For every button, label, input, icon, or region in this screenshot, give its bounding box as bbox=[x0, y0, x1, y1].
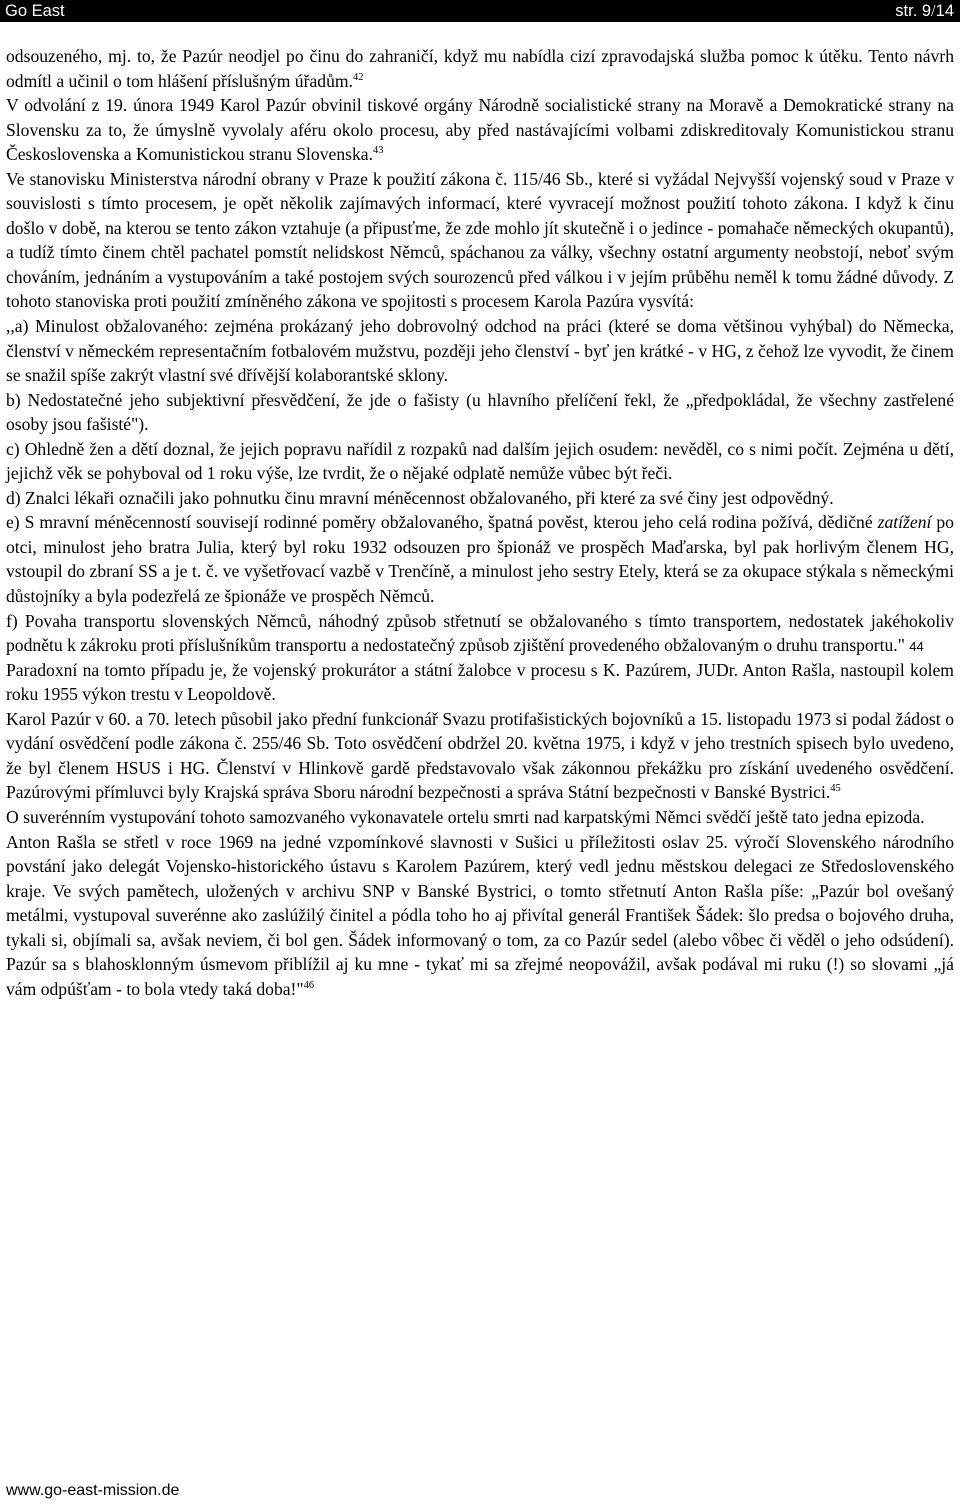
footer-url: www.go-east-mission.de bbox=[6, 1482, 180, 1499]
page-number-total: 14 bbox=[935, 2, 954, 20]
footnote-ref-44: 44 bbox=[909, 639, 924, 655]
quote-item-a: ,,a) Minulost obžalovaného: zejména prokázaný jeho dobrovolný odchod na práci (které se doma většinou vyhýbal) do Německa, členství v německém representačním fotbalovém mužstvu, později jeho členství - byť jen krátké - v HG, z čehož lze vyvodit, že činem se snažil spíše zakrýt vlastní své dřívější kolaborantské sklony. bbox=[6, 316, 954, 386]
footnote-ref-43: 43 bbox=[373, 145, 384, 157]
page-number-separator: / bbox=[931, 1, 936, 20]
paragraph-4: Paradoxní na tomto případu je, že vojenský prokurátor a státní žalobce v procesu s K. Pazúrem, JUDr. Anton Rašla, nastoupil kolem roku 1955 výkon trestu v Leopoldově. bbox=[6, 659, 954, 705]
page-number bbox=[895, 0, 954, 22]
footnote-ref-42: 42 bbox=[352, 71, 364, 83]
quote-item-e: e) S mravní méněcenností souvisejí rodinné poměry obžalovaného, špatná pověst, kterou jeho celá rodina požívá, dědičné zatížení po otci, minulost jeho bratra Julia, který byl roku 1932 odsouzen pro špionáž ve prospěch Maďarska, byl pak horlivým členem HG, vstoupil do zbraní SS a je t. č. ve vyšetřovací vazbě v Trenčíně, a minulost jeho sestry Etely, která se za okupace stýkala s německými důstojníky a byla podezřelá ze špionáže ve prospěch Němců. bbox=[6, 512, 954, 607]
quote-item-b: b) Nedostatečné jeho subjektivní přesvědčení, že jde o fašisty (u hlavního přelíčení řekl, že „předpokládal, že všechny zastřelené osoby jsou fašisté"). bbox=[6, 389, 954, 435]
paragraph-3: Ve stanovisku Ministerstva národní obrany v Praze k použití zákona č. 115/46 Sb., které si vyžádal Nejvyšší vojenský soud v Praze v souvislosti s tímto procesem, je opět několik zajímavých informací, které vyvracejí možnost použití tohoto zákona. I když k činu došlo v době, na kterou se tento zákon vztahuje (a připusťme, že zde mohlo jít skutečně i o jedince - pomahače německých okupantů), a tudíž tímto činem chtěl pachatel pomstít nelidskost Němců, spáchanou za války, všechny ostatní argumenty neobstojí, neboť svým chováním, jednáním a vystupováním a také postojem svých sourozenců před válkou i v jejím průběhu neměl k tomu žádné důvody. Z tohoto stanoviska proti použití zmíněného zákona ve spojitosti s procesem Karola Pazúra vysvítá: bbox=[6, 168, 954, 312]
footnote-ref-46: 46 bbox=[303, 979, 315, 991]
quote-item-f: f) Povaha transportu slovenských Němců, náhodný způsob střetnutí se obžalovaného s tímto transportem, nedostatek jakéhokoliv podnětu k zákroku proti příslušníkům transportu a nedostatečný způsob zjištění provedeného obžalovaným o druhu transportu." 44 bbox=[6, 610, 954, 656]
quote-item-d: d) Znalci lékaři označili jako pohnutku činu mravní méněcennost obžalovaného, při které za své činy jest odpovědný. bbox=[6, 487, 834, 508]
header-title: Go East bbox=[5, 2, 65, 20]
paragraph-6: O suverénním vystupování tohoto samozvaného vykonavatele ortelu smrti nad karpatskými Němci svědčí ještě tato jedna epizoda. bbox=[6, 806, 925, 827]
italic-word: zatížení bbox=[877, 512, 932, 533]
paragraph-1: odsouzeného, mj. to, že Pazúr neodjel po činu do zahraničí, když mu nabídla cizí zpravodajská služba pomoc k útěku. Tento návrh odmítl a učinil o tom hlášení příslušným úřadům.$^{42}$ bbox=[6, 46, 954, 91]
page-number-label: str. 9 bbox=[895, 2, 932, 20]
footnote-ref-45: 45 bbox=[830, 783, 841, 795]
paragraph-2: V odvolání z 19. února 1949 Karol Pazúr obvinil tiskové orgány Národně socialistické strany na Moravě a Demokratické strany na Slovensku za to, že úmyslně vyvolaly aféru okolo procesu, aby před nastávajícími volbami zdiskreditovaly Komunistickou stranu Československa a Komunistickou stranu Slovenska.$^{43}$ bbox=[6, 95, 954, 165]
document-body bbox=[6, 44, 954, 1001]
paragraph-5: Karol Pazúr v 60. a 70. letech působil jako přední funkcionář Svazu protifašistických bojovníků a 15. listopadu 1973 si podal žádost o vydání osvědčení podle zákona č. 255/46 Sb. Toto osvědčení obdržel 20. května 1975, i když v jeho trestních spisech bylo uvedeno, že byl členem HSUS i HG. Členství v Hlinkově gardě představovalo však zákonnou překážku pro získání uvedeného osvědčení. Pazúrovými přímluvci byly Krajská správa Sboru národní bezpečnosti a správa Státní bezpečnosti v Banské Bystrici.$^{45}$ bbox=[6, 708, 954, 803]
page-header bbox=[0, 0, 960, 22]
quote-item-c: c) Ohledně žen a dětí doznal, že jejich popravu nařídil z rozpaků nad dalším jejich osudem: nevěděl, co s nimi počít. Zejména u dětí, jejichž věk se pohyboval od 1 roku výše, lze tvrdit, že o nějaké odplatě nemůže vůbec být řeči. bbox=[6, 438, 954, 484]
paragraph-7: Anton Rašla se střetl v roce 1969 na jedné vzpomínkové slavnosti v Sušici u příležitosti oslav 25. výročí Slovenského národního povstání jako delegát Vojensko-historického ústavu s Karolem Pazúrem, který vedl jednu městskou delegaci ze Středoslovenského kraje. Ve svých pamětech, uložených v archivu SNP v Banské Bystrici, o tomto střetnutí Anton Rašla píše: „Pazúr bol ovešaný metálmi, vystupoval suverénne ako zaslúžilý činitel a pódla toho ho aj přivítal generál František Šádek: šlo predsa o bojového druha, tykali si, objímali sa, avšak neviem, či bol gen. Šádek informovaný o tom, za co Pazúr sedel (alebo vôbec či věděl o jeho odsúdení). Pazúr sa s blahosklonným úsmevom přiblížil aj ku mne - tykať mi sa zřejmé neopovážil, avšak podával mi ruku (!) so slovami „já vám odpúšťam - to bola vtedy taká doba!"$^{46}$ bbox=[6, 831, 954, 999]
